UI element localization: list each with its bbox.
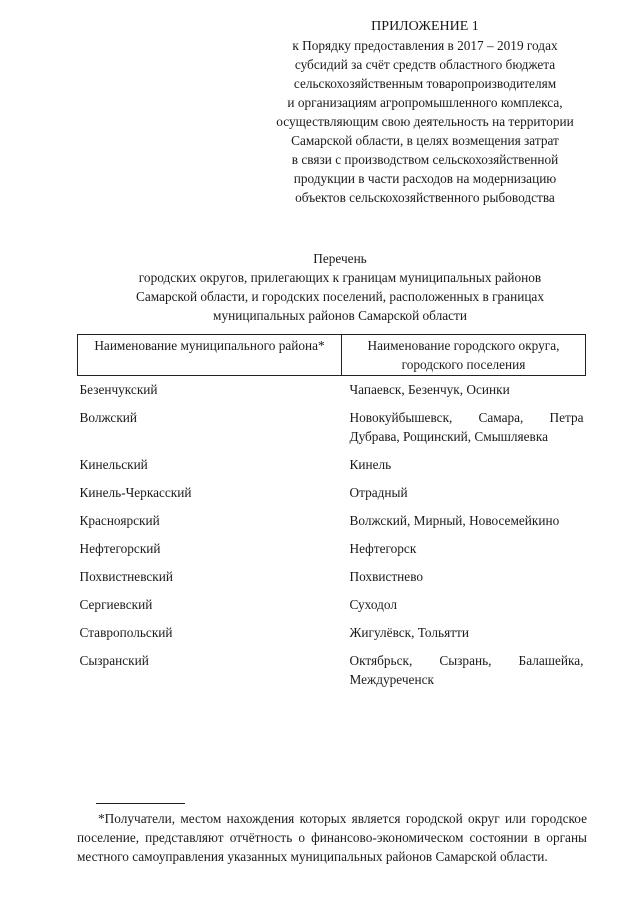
settlement-cell: Похвистнево — [349, 569, 424, 584]
settlement-cell: Жигулёвск, Тольятти — [349, 625, 469, 640]
appendix-line: Самарской области, в целях возмещения затрат — [291, 133, 559, 148]
appendix-heading: ПРИЛОЖЕНИЕ 1 — [371, 19, 479, 34]
footnote: *Получатели, местом нахождения которых является городской округ или городское поселение, представляют отчётность о финансово-экономическом состоянии в органы местного самоуправления указанных муниципальных районов Самарской области. — [77, 811, 587, 864]
district-cell: Нефтегорский — [79, 541, 161, 556]
appendix-block — [255, 17, 595, 207]
list-title-heading: Перечень — [313, 251, 367, 266]
table-row — [78, 563, 586, 591]
settlement-cell: Нефтегорск — [349, 541, 417, 556]
column-header-settlement: Наименование городского округа, городского поселения — [342, 335, 586, 376]
settlement-cell: Новокуйбышевск, Самара, Петра Дубрава, Рощинский, Смышляевка — [349, 410, 584, 444]
appendix-line: в связи с производством сельскохозяйственной — [291, 152, 559, 167]
settlement-cell: Чапаевск, Безенчук, Осинки — [349, 382, 510, 397]
appendix-line: продукции в части расходов на модернизацию — [293, 171, 557, 186]
table-row — [78, 376, 586, 405]
appendix-line: субсидий за счёт средств областного бюджета — [294, 57, 556, 72]
district-cell: Сергиевский — [79, 597, 153, 612]
district-cell: Кинель-Черкасский — [79, 485, 192, 500]
table-row — [78, 507, 586, 535]
list-title-line: Самарской области, и городских поселений, расположенных в границах — [135, 289, 544, 304]
settlement-cell: Октябрьск, Сызрань, Балашейка, Междуреченск — [349, 653, 584, 687]
list-title-line: муниципальных районов Самарской области — [213, 308, 467, 323]
district-cell: Красноярский — [79, 513, 160, 528]
district-cell: Безенчукский — [79, 382, 158, 397]
appendix-line: сельскохозяйственным товаропроизводителям — [293, 76, 557, 91]
district-cell: Ставропольский — [79, 625, 173, 640]
settlement-cell: Волжский, Мирный, Новосемейкино — [349, 513, 560, 528]
districts-table — [77, 334, 586, 694]
district-cell: Сызранский — [79, 653, 149, 668]
district-cell: Похвистневский — [79, 569, 173, 584]
list-title-line: городских округов, прилегающих к границам муниципальных районов — [138, 270, 542, 285]
district-cell: Кинельский — [79, 457, 148, 472]
appendix-line: к Порядку предоставления в 2017 – 2019 годах — [292, 38, 558, 53]
table-row — [78, 404, 586, 451]
district-cell: Волжский — [79, 410, 138, 425]
appendix-line: осуществляющим свою деятельность на территории — [276, 114, 574, 129]
column-header-district: Наименование муниципального района* — [78, 335, 342, 376]
settlement-cell: Кинель — [349, 457, 392, 472]
table-row — [78, 535, 586, 563]
table-row — [78, 451, 586, 479]
table-header-row — [78, 335, 586, 376]
footnote-divider — [96, 803, 185, 804]
settlement-cell: Суходол — [349, 597, 397, 612]
appendix-line: объектов сельскохозяйственного рыбоводства — [295, 190, 555, 205]
appendix-line: и организациям агропромышленного комплекса, — [287, 95, 563, 110]
list-title — [60, 249, 620, 325]
table-row — [78, 479, 586, 507]
table-row — [78, 619, 586, 647]
table-row — [78, 591, 586, 619]
table-row — [78, 647, 586, 694]
settlement-cell: Отрадный — [349, 485, 408, 500]
